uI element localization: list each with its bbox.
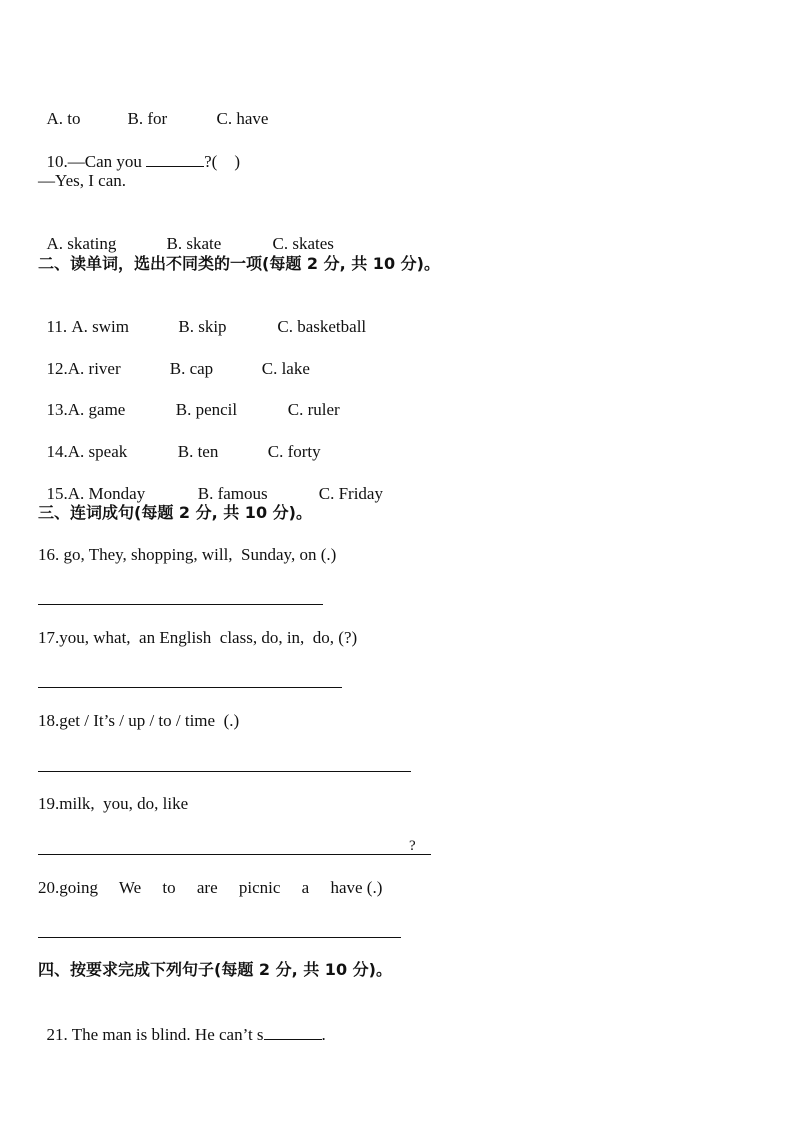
q14-option-c: C. forty [267, 442, 321, 461]
q10-option-a: A. skating [46, 234, 117, 253]
q10-stem [38, 128, 240, 173]
q11-option-c: C. basketball [277, 317, 367, 336]
q19-answer-line[interactable] [38, 854, 431, 855]
q11-option-b: B. skip [178, 317, 227, 336]
q14-option-b: B. ten [177, 442, 219, 461]
q12-number: 12. [46, 359, 68, 378]
q14-option-a: A. speak [67, 442, 128, 461]
q21-end-mark: . [321, 1025, 326, 1044]
q17-answer-line[interactable] [38, 687, 342, 688]
q12-option-b: B. cap [169, 359, 214, 378]
section4-heading: 四、按要求完成下列句子(每题 2 分, 共 10 分)。 [38, 960, 392, 979]
q20-answer-line[interactable] [38, 937, 401, 938]
q10-option-c: C. skates [272, 234, 334, 253]
q13-row [38, 377, 340, 421]
q19-question-mark: ? [409, 838, 416, 854]
q20-prompt: 20.going We to are picnic a have (.) [38, 878, 383, 897]
section3-heading: 三、连词成句(每题 2 分, 共 10 分)。 [38, 503, 312, 522]
q11-number: 11. [46, 317, 72, 336]
q18-answer-line[interactable] [38, 771, 411, 772]
q21-answer-blank[interactable] [264, 1023, 322, 1040]
q13-option-a: A. game [67, 400, 126, 419]
q16-prompt: 16. go, They, shopping, will, Sunday, on (.) [38, 545, 337, 564]
q18-prompt: 18.get / It’s / up / to / time (.) [38, 711, 240, 730]
q10-stem-prefix: 10.—Can you [46, 152, 147, 171]
q14-number: 14. [46, 442, 68, 461]
q15-option-b: B. famous [197, 484, 268, 503]
q15-number: 15. [46, 484, 68, 503]
q14-row [38, 419, 321, 463]
q10-option-b: B. skate [166, 234, 222, 253]
q9-options [38, 86, 268, 130]
q15-option-c: C. Friday [318, 484, 383, 503]
q16-answer-line[interactable] [38, 604, 323, 605]
q10-stem-suffix: ?( ) [204, 152, 241, 171]
q9-option-a: A. to [46, 109, 81, 128]
q10-reply: —Yes, I can. [38, 171, 126, 190]
q21-row [38, 1001, 326, 1046]
q15-option-a: A. Monday [67, 484, 146, 503]
q9-option-b: B. for [127, 109, 168, 128]
q12-row [38, 336, 310, 380]
q17-prompt: 17.you, what, an English class, do, in, do, (?) [38, 628, 358, 647]
q13-number: 13. [46, 400, 68, 419]
q11-option-a: A. swim [71, 317, 129, 336]
q19-prompt: 19.milk, you, do, like [38, 794, 189, 813]
q15-row [38, 461, 383, 505]
q10-answer-blank[interactable] [146, 150, 204, 167]
section2-heading: 二、读单词，选出不同类的一项(每题 2 分, 共 10 分)。 [38, 254, 440, 273]
q12-option-a: A. river [67, 359, 121, 378]
q9-option-c: C. have [216, 109, 269, 128]
q10-options [38, 211, 334, 255]
q11-row [38, 294, 366, 338]
q12-option-c: C. lake [261, 359, 310, 378]
q13-option-b: B. pencil [175, 400, 238, 419]
q13-option-c: C. ruler [287, 400, 340, 419]
q21-prompt: 21. The man is blind. He can’t s [46, 1025, 264, 1044]
